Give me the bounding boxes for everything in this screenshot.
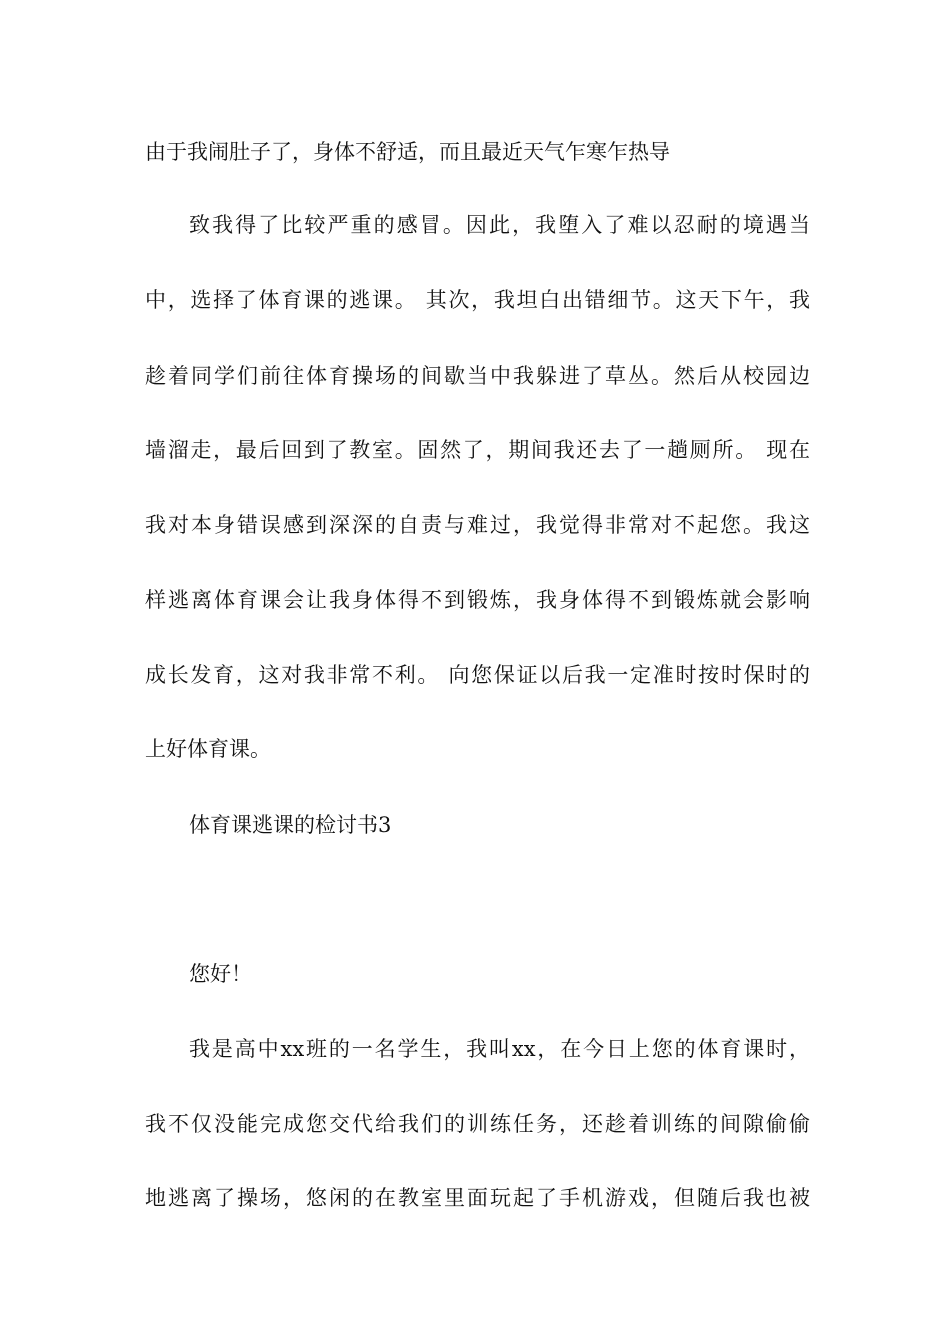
text-line: 上好体育课。 — [145, 737, 271, 761]
text-line: 致我得了比较严重的感冒。因此，我堕入了难以忍耐的境遇当 — [189, 213, 810, 237]
text-line: 成长发育，这对我非常不利。 向您保证以后我一定准时按时保时的 — [145, 663, 810, 687]
text-line: 我是高中xx班的一名学生，我叫xx，在今日上您的体育课时， — [189, 1037, 810, 1061]
text-line: 我不仅没能完成您交代给我们的训练任务，还趁着训练的间隙偷偷 — [145, 1112, 810, 1136]
text-line: 我对本身错误感到深深的自责与难过，我觉得非常对不起您。我这 — [145, 513, 810, 537]
text-line: 中，选择了体育课的逃课。 其次，我坦白出错细节。这天下午，我 — [145, 288, 810, 312]
text-line: 样逃离体育课会让我身体得不到锻炼，我身体得不到锻炼就会影响 — [145, 588, 810, 612]
salutation: 您好！ — [189, 962, 252, 986]
text-line: 地逃离了操场，悠闲的在教室里面玩起了手机游戏，但随后我也被 — [145, 1186, 810, 1210]
text-line: 由于我闹肚子了，身体不舒适，而且最近天气乍寒乍热导 — [145, 140, 670, 164]
section-heading: 体育课逃课的检讨书3 — [189, 813, 392, 837]
text-line: 趁着同学们前往体育操场的间歇当中我躲进了草丛。然后从校园边 — [145, 364, 810, 388]
text-line: 墙溜走，最后回到了教室。固然了，期间我还去了一趟厕所。 现在 — [145, 438, 810, 462]
